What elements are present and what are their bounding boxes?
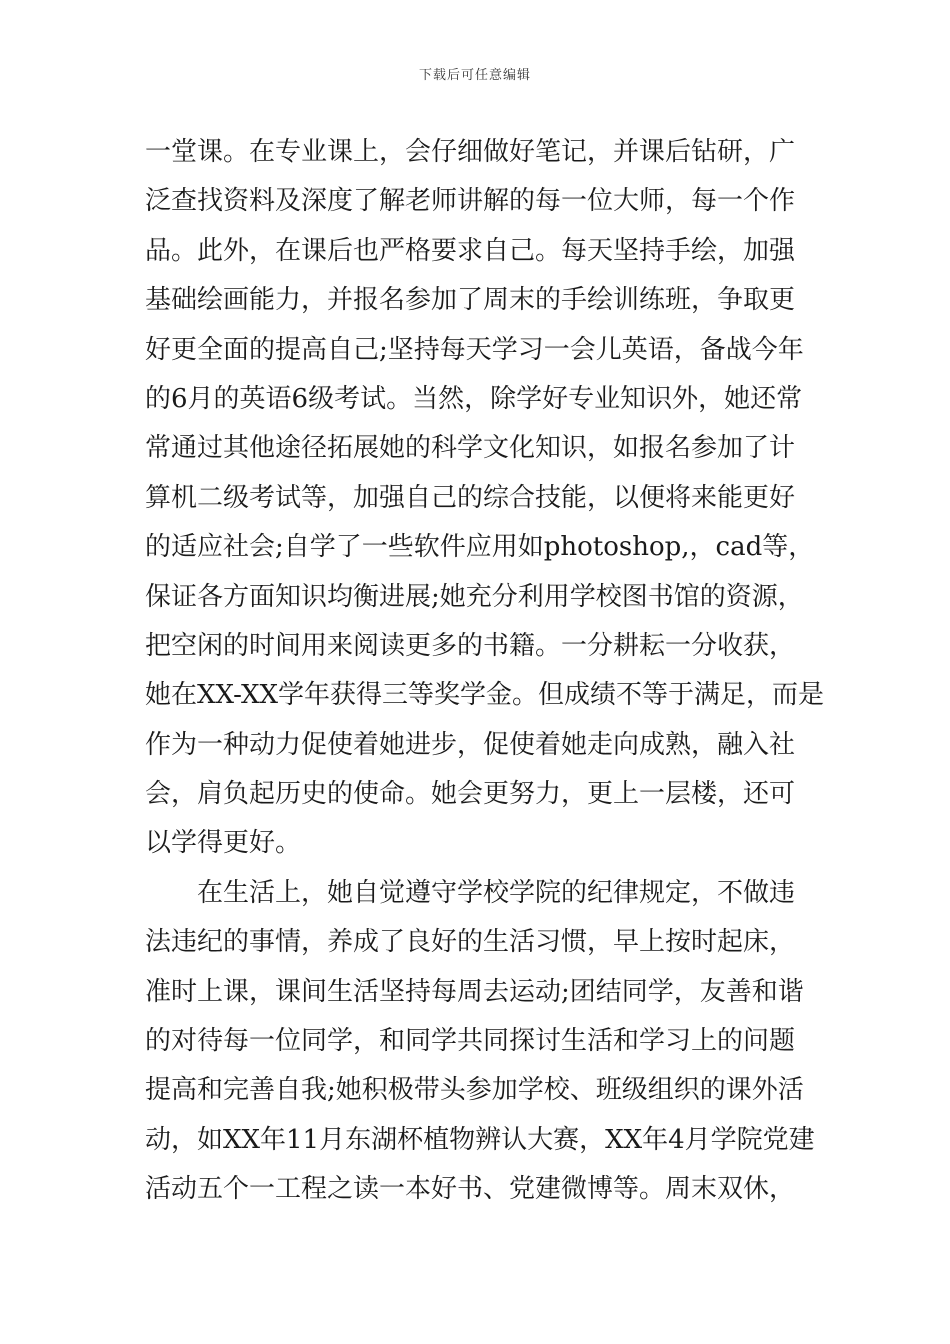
text-line: 的适应社会;自学了一些软件应用如photoshop,，cad等， xyxy=(145,532,815,563)
text-line: 作为一种动力促使着她进步，促使着她走向成熟，融入社 xyxy=(145,729,796,760)
text-line: 法违纪的事情，养成了良好的生活习惯，早上按时起床， xyxy=(145,927,796,958)
text-line: 基础绘画能力，并报名参加了周末的手绘训练班，争取更 xyxy=(145,285,796,316)
text-line: 会，肩负起历史的使命。她会更努力，更上一层楼，还可 xyxy=(145,779,796,810)
text-line: 把空闲的时间用来阅读更多的书籍。一分耕耘一分收获， xyxy=(145,630,796,661)
paragraph-study xyxy=(145,128,824,869)
text-line: 好更全面的提高自己;坚持每天学习一会儿英语，备战今年 xyxy=(145,334,804,365)
text-line: 她在XX-XX学年获得三等奖学金。但成绩不等于满足，而是 xyxy=(145,680,824,711)
text-line: 的6月的英语6级考试。当然，除学好专业知识外，她还常 xyxy=(145,383,803,414)
text-line: 常通过其他途径拓展她的科学文化知识，如报名参加了计 xyxy=(145,433,796,464)
text-line: 在生活上，她自觉遵守学校学院的纪律规定，不做违 xyxy=(197,877,796,908)
text-line: 泛查找资料及深度了解老师讲解的每一位大师，每一个作 xyxy=(145,186,796,217)
text-line: 算机二级考试等，加强自己的综合技能，以便将来能更好 xyxy=(145,482,796,513)
text-line: 动，如XX年11月东湖杯植物辨认大赛，XX年4月学院党建 xyxy=(145,1124,815,1155)
text-line: 以学得更好。 xyxy=(145,828,302,859)
text-line: 准时上课，课间生活坚持每周去运动;团结同学，友善和谐 xyxy=(145,976,804,1007)
text-line: 的对待每一位同学，和同学共同探讨生活和学习上的问题 xyxy=(145,1026,796,1057)
page-header: 下载后可任意编辑 xyxy=(418,68,531,83)
document-body xyxy=(145,128,824,1215)
text-line: 品。此外，在课后也严格要求自己。每天坚持手绘，加强 xyxy=(145,235,796,266)
text-line: 保证各方面知识均衡进展;她充分利用学校图书馆的资源， xyxy=(145,581,804,612)
paragraph-life xyxy=(145,869,815,1215)
text-line: 提高和完善自我;她积极带头参加学校、班级组织的课外活 xyxy=(145,1075,804,1106)
text-line: 一堂课。在专业课上，会仔细做好笔记，并课后钻研，广 xyxy=(145,137,796,167)
text-line: 活动五个一工程之读一本好书、党建微博等。周末双休， xyxy=(145,1174,796,1205)
